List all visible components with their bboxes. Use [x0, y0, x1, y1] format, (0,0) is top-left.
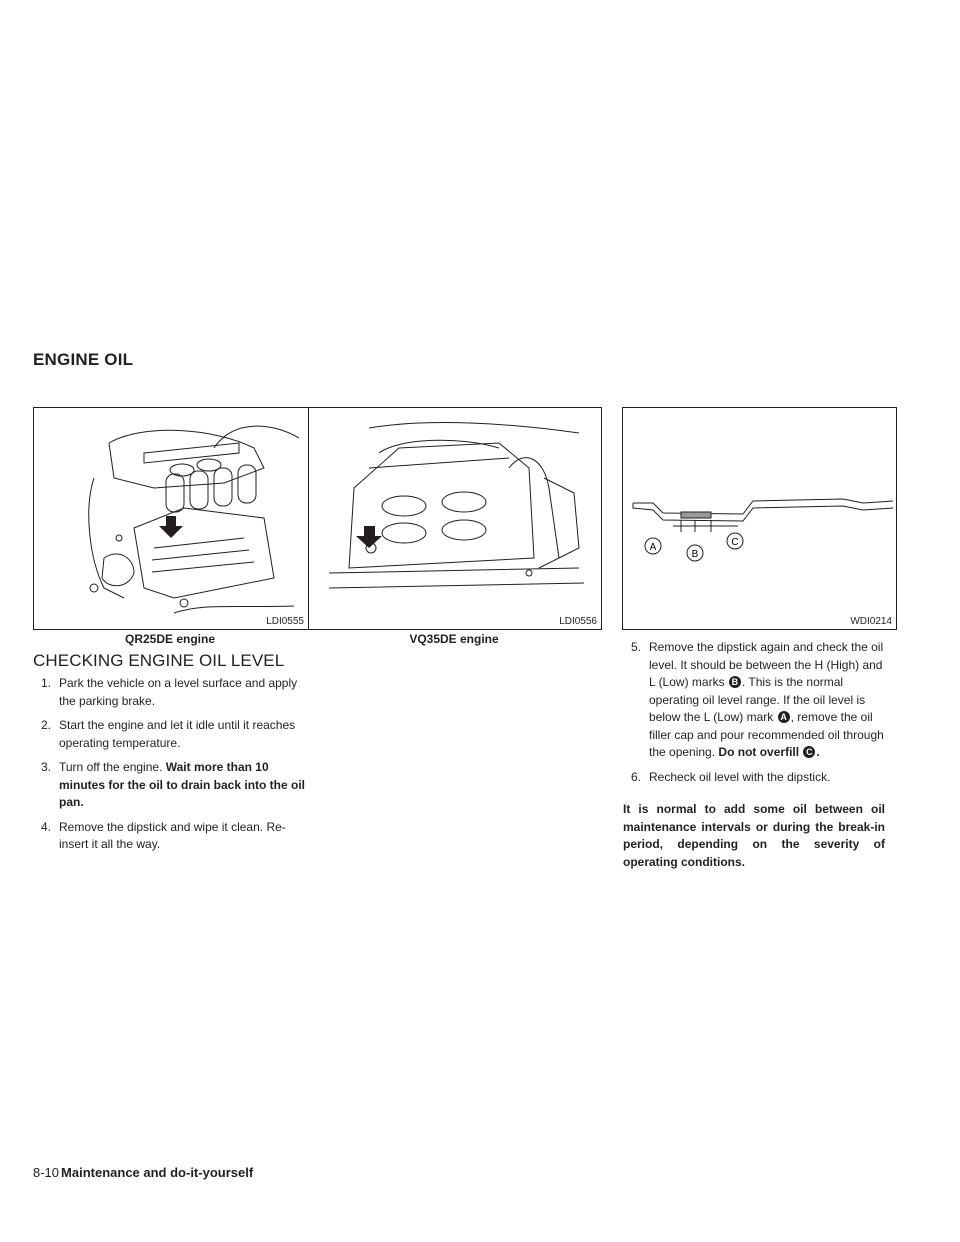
step-number: 1. — [41, 676, 52, 690]
step-text: Remove the dipstick and wipe it clean. Re-insert it all the way. — [59, 819, 286, 851]
step: 5. Remove the dipstick again and check the oil level. It should be between the H (High) and L (Low) marks B . This is the normal operating oil level range. If the oil level is below the L (Low) mark A , remove the oil filler cap and pour recommended oil through the opening. Do not overfill C . — [631, 640, 884, 759]
steps-column-3 — [623, 639, 888, 793]
step-number: 4. — [41, 819, 52, 834]
chapter-title: Maintenance and do-it-yourself — [61, 1165, 254, 1180]
step-warning: Do not overfill — [718, 745, 800, 759]
step — [623, 769, 888, 787]
step — [33, 759, 308, 812]
engine-illustration — [309, 408, 601, 629]
page-footer — [33, 1165, 253, 1180]
page-number: 8-10 — [33, 1165, 60, 1180]
step-text: . This is the normal operating oil level range. If the oil level is below the L (Low) mark — [649, 675, 866, 724]
page-heading: CHECKING ENGINE OIL LEVEL — [33, 651, 285, 670]
figure-code: LDI0555 — [266, 616, 304, 627]
figure-caption: VQ35DE engine — [409, 632, 499, 646]
step-text: Turn off the engine. — [59, 760, 163, 774]
figure-dipstick — [622, 407, 897, 630]
step-text: Remove the dipstick again and check the oil level. It should be between the H (High) and L (Low) marks — [649, 640, 884, 689]
callout-a: A — [649, 542, 657, 553]
dipstick-illustration — [623, 408, 896, 629]
steps-column-1 — [33, 675, 308, 861]
step-number: 5. — [631, 640, 642, 654]
step — [33, 717, 308, 752]
step-text: Recheck oil level with the dipstick. — [649, 769, 831, 784]
step-number: 3. — [41, 760, 52, 774]
callout-b: B — [691, 549, 699, 560]
step-number: 2. — [41, 718, 52, 732]
step-number: 6. — [631, 769, 642, 784]
mark-c-icon: C — [803, 746, 815, 758]
step-text: Start the engine and let it idle until it reaches operating temperature. — [59, 718, 296, 750]
figure-code: LDI0556 — [559, 616, 597, 627]
step-text: , remove the oil filler cap and pour recommended oil through the opening. — [649, 710, 884, 759]
note-text: It is normal to add some oil between oil maintenance intervals or during the break-in period, depending on the severity of operating conditions. — [623, 802, 885, 869]
step-warning: Wait more than 10 minutes for the oil to drain back into the oil pan. — [59, 760, 306, 809]
step — [33, 675, 308, 710]
figure-caption: QR25DE engine — [124, 632, 216, 646]
callout-c: C — [731, 537, 739, 548]
engine-illustration — [34, 408, 308, 629]
figure-vq35de-engine — [308, 407, 602, 630]
section-title: ENGINE OIL — [33, 350, 134, 369]
step — [33, 819, 308, 854]
mark-b-icon: B — [729, 676, 741, 688]
mark-a-icon: A — [778, 711, 790, 723]
step-text: Park the vehicle on a level surface and apply the parking brake. — [59, 676, 298, 708]
figure-qr25de-engine — [33, 407, 309, 630]
figure-code: WDI0214 — [850, 616, 892, 627]
